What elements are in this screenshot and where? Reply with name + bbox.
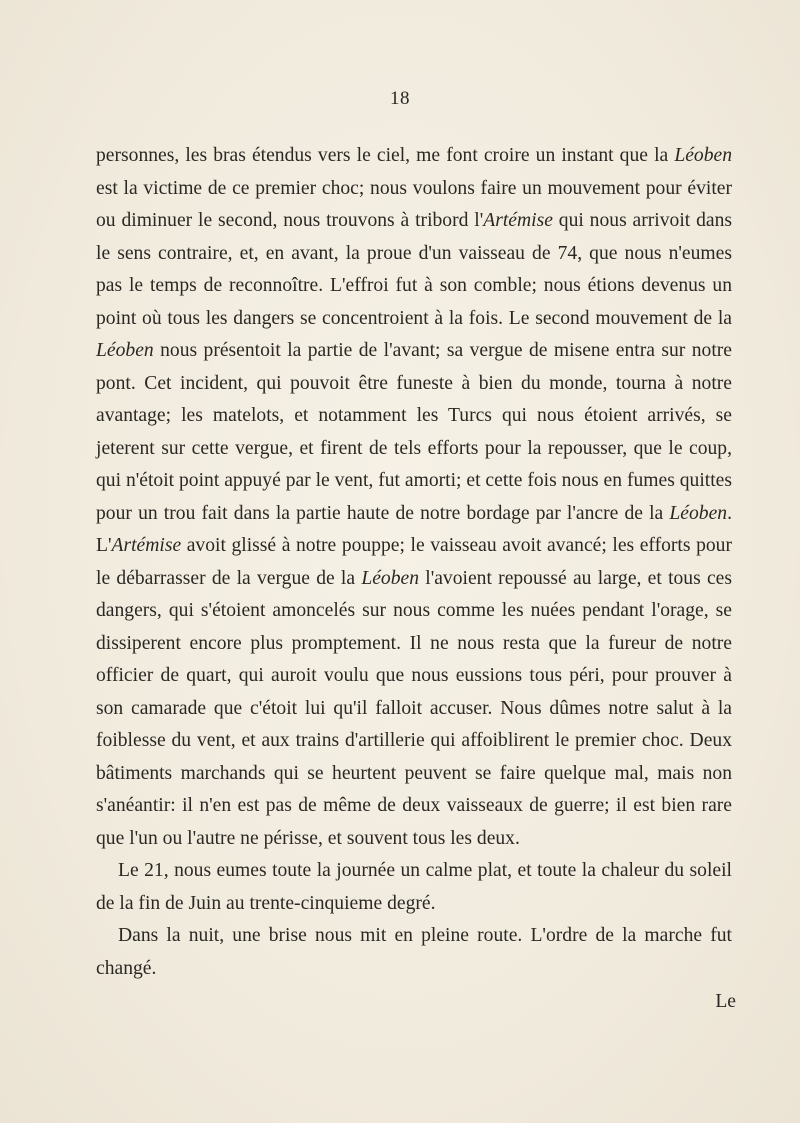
italic-ship-name: Léoben bbox=[96, 340, 154, 361]
page-number: 18 bbox=[390, 88, 410, 109]
italic-ship-name: Artémise bbox=[111, 535, 182, 556]
text-run: Le 21, nous eumes toute la journée un calme plat, et toute la chaleur du soleil de la fin de Juin au trente-cinquieme degré. bbox=[96, 860, 732, 914]
text-run: personnes, les bras étendus vers le ciel, me font croire un instant que la bbox=[96, 145, 675, 166]
text-run: avoit glissé à notre pouppe; le vaisseau avoit avancé; les efforts pour le débarrasser de la vergue de la bbox=[96, 535, 732, 589]
paragraph bbox=[96, 855, 732, 920]
italic-ship-name: Artémise bbox=[483, 210, 553, 231]
italic-ship-name: Léoben bbox=[361, 567, 420, 589]
text-run: qui nous arrivoit dans le sens contraire, et, en avant, la proue d'un vaisseau de 74, que nous n'eumes pas le temps de reconnoître. L'effroi fut à son comble; nous étions devenus un point où tous les dangers se concentroient à la fois. Le second mouvement de la bbox=[96, 210, 733, 329]
paragraph bbox=[96, 920, 732, 985]
catchword: Le bbox=[715, 991, 736, 1012]
paragraph bbox=[96, 140, 732, 855]
body-text bbox=[96, 140, 732, 985]
text-run: nous présentoit la partie de l'avant; sa vergue de misene entra sur notre pont. Cet incident, qui pouvoit être funeste à bien du monde, tourna à notre avantage; les matelots, et notamment les Turcs qui nous étoient arrivés, se jeterent sur cette vergue, et firent de tels efforts pour la repousser, que le coup, qui n'étoit point appuyé par le vent, fut amorti; et cette fois nous en fumes quittes pour un trou fait dans la partie haute de notre bordage par l'ancre de la bbox=[96, 340, 732, 524]
text-run: Dans la nuit, une brise nous mit en pleine route. L'ordre de la marche fut changé. bbox=[96, 925, 732, 979]
text-run: est la victime de ce premier choc; nous voulons faire un mouvement pour éviter ou diminuer le second, nous trouvons à tribord l' bbox=[96, 177, 732, 231]
italic-ship-name: Léoben bbox=[674, 145, 732, 166]
italic-ship-name: Léoben bbox=[669, 502, 728, 524]
text-run: l'avoient repoussé au large, et tous ces dangers, qui s'étoient amoncelés sur nous comme les nuées pendant l'orage, se dissiperent encore plus promptement. Il ne nous resta que la fureur de notre officier de quart, qui auroit voulu que nous eussions tous péri, pour prouver à son camarade que c'étoit lui qu'il falloit accuser. Nous dûmes notre salut à la foiblesse du vent, et aux trains d'artillerie qui affoiblirent le premier choc. Deux bâtiments marchands qui se heurtent peuvent se faire quelque mal, mais non s'anéantir: il n'en est pas de même de deux vaisseaux de guerre; il est bien rare que l'un ou l'autre ne périsse, et souvent tous les deux. bbox=[96, 567, 732, 849]
text-run: . L' bbox=[96, 502, 732, 556]
